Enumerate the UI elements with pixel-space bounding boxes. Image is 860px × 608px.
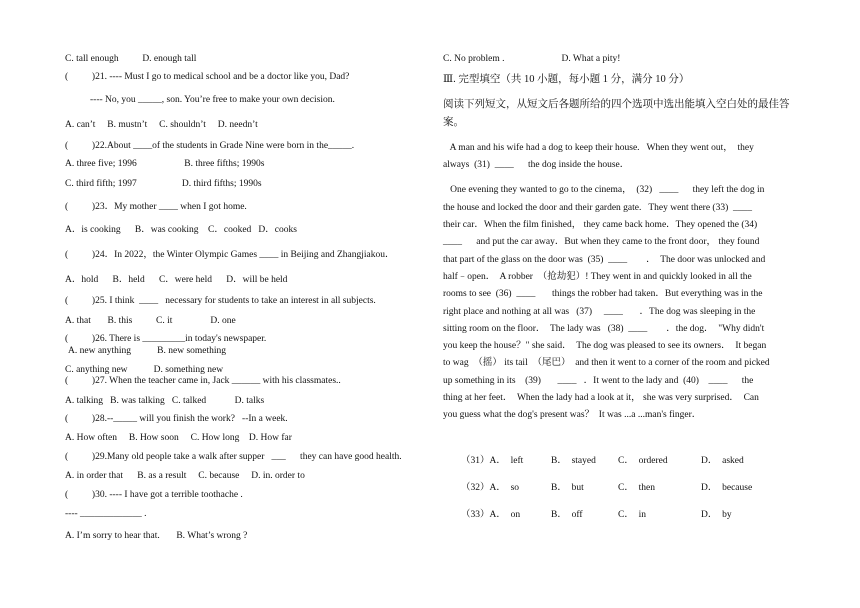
option-d: D． because [701,483,753,493]
question-line: ( )22.About ____of the students in Grade Nine were born in the_____. [65,141,355,151]
option-c: C． ordered [618,456,668,466]
question-line: ---- No, you _____, son. You’re free to make your own decision. [90,95,335,105]
question-line: ( )21. ---- Must I go to medical school and be a doctor like you, Dad? [65,72,350,82]
option-b: B． but [551,483,584,493]
passage-line: you keep the house？" she said． The dog was pleased to see its owners． It began [443,341,767,351]
question-line: ( )29.Many old people take a walk after supper ___ they can have good health. [65,452,402,462]
question-line: ( )24．In 2022，the Winter Olympic Games ____ in Beijing and Zhangjiakou． [65,250,395,260]
passage-line: sitting room on the floor． The lady was (38) ____ ．the dog． "Why didn't [443,324,765,334]
question-line: A. three five; 1996 B. three fifths; 1990s [65,159,265,169]
option-c: C． in [618,510,646,520]
question-line: C. anything new D. something new [65,365,224,375]
question-line: A. How often B. How soon C. How long D. How far [65,433,292,443]
option-d: D． by [701,510,732,520]
question-line: ( )30. ---- I have got a terrible toothache . [65,490,243,500]
question-line: A．hold B．held C．were held D．will be held [65,275,288,285]
question-line: C. No problem . D. What a pity! [443,54,621,64]
passage-line: to wag （摇） its tail （尾巴） and then it went to a corner of the room and picked [443,358,770,368]
passage-line: thing at her feet． When the lady had a look at it， she was very surprised． Can [443,393,759,403]
passage-line: that part of the glass on the door was (35) ____ ． The door was unlocked and [443,255,766,265]
passage-line: ____ and put the car away．But when they came to the front door， they found [443,237,760,247]
section-instruction: 阅读下列短文，从短文后各题所给的四个选项中选出能填入空白处的最佳答 [443,99,790,110]
question-line: A. new anything B. new something [68,346,227,356]
question-line: ---- _____________ . [65,509,147,519]
option-c: C． then [618,483,655,493]
question-line: A. I’m sorry to hear that. B. What’s wrong ? [65,531,248,541]
passage-line: the house and locked the door and their garden gate. They went there (33) ____ [443,203,753,213]
question-line: A．is cooking B．was cooking C．cooked D．cooks [65,225,297,235]
question-line: A. that B. this C. it D. one [65,316,236,326]
passage-line: One evening they wanted to go to the cinema， (32) ____ they left the dog in [443,185,765,195]
passage-line: rooms to see (36) ____ things the robber had taken．But everything was in the [443,289,763,299]
option-number-a: （31）A． left [461,456,524,466]
section-instruction: 案。 [443,117,464,128]
question-line: ( )23．My mother ____ when I got home. [65,202,247,212]
passage-line: half﹣open． A robber （抢劫犯）! They went in and quickly looked in all the [443,272,752,282]
question-line: C. tall enough D. enough tall [65,54,197,64]
option-number-a: （33）A． on [461,510,521,520]
passage-line: A man and his wife had a dog to keep their house. When they went out， they [443,143,754,153]
question-line: ( )25. I think ____ necessary for students to take an interest in all subjects. [65,296,376,306]
passage-line: you guess what the dog's present was？ It was ...a ...man's finger． [443,410,702,420]
question-line: ( )27. When the teacher came in, Jack ______ with his classmates.. [65,376,341,386]
question-line: A. in order that B. as a result C. because D. in. order to [65,471,305,481]
section-title: Ⅲ. 完型填空（共 10 小题，每小题 1 分，满分 10 分） [443,74,690,85]
question-line: C. third fifth; 1997 D. third fifths; 1990s [65,179,262,189]
question-line: ( )26. There is _________in today's newspaper. [65,334,267,344]
question-line: ( )28.--_____ will you finish the work? --In a week. [65,414,288,424]
passage-line: right place and nothing at all was (37) ____ ．The dog was sleeping in the [443,307,756,317]
passage-line: up something in its (39) ____ ．It went to the lady and (40) ____ the [443,376,754,386]
passage-line: always (31) ____ the dog inside the house． [443,160,630,170]
question-line: A. can’t B. mustn’t C. shouldn’t D. needn’t [65,120,258,130]
option-d: D． asked [701,456,744,466]
passage-line: their car．When the film finished， they came back home．They opened the (34) [443,220,758,230]
option-b: B． stayed [551,456,596,466]
option-number-a: （32）A． so [461,483,520,493]
option-b: B． off [551,510,583,520]
question-line: A. talking B. was talking C. talked D. talks [65,396,265,406]
